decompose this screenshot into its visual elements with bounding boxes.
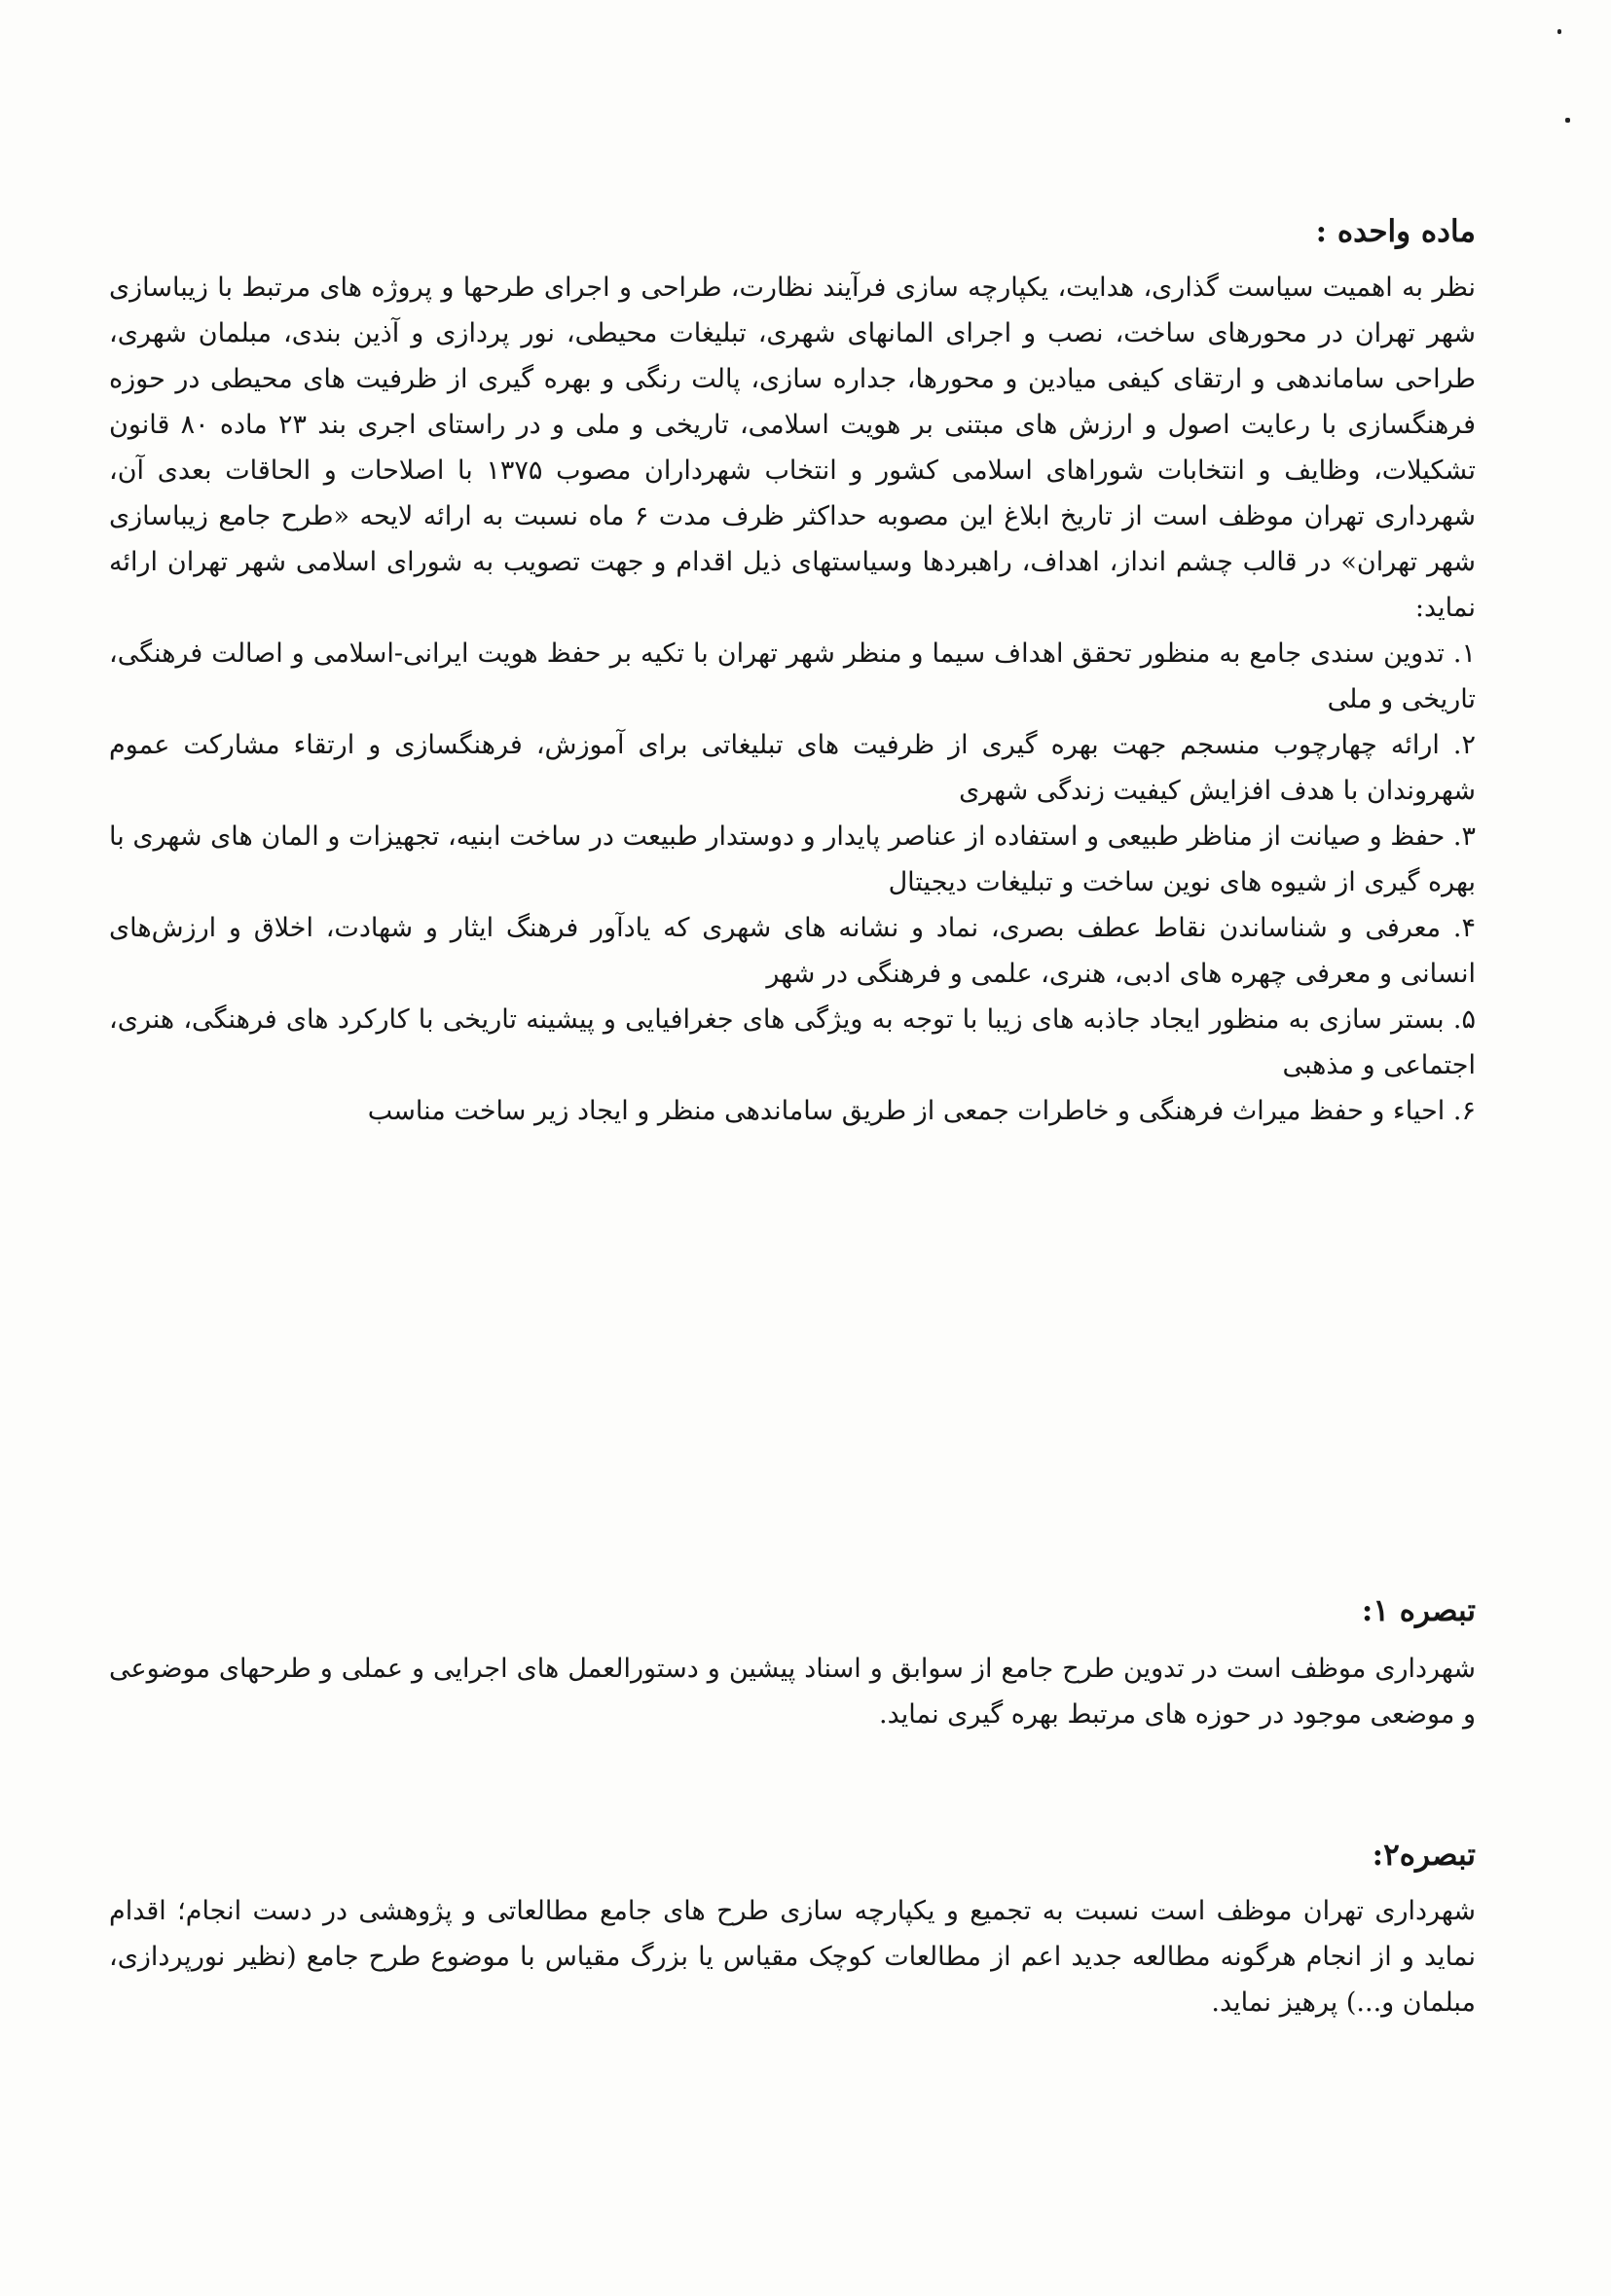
list-item-6: ۶. احیاء و حفظ میراث فرهنگی و خاطرات جمعی از طریق ساماندهی منظر و ایجاد زیر ساخت مناسب [367, 1096, 1476, 1126]
list-item-4: ۴. معرفی و شناساندن نقاط عطف بصری، نماد و نشانه های شهری که یادآور فرهنگ ایثار و شهادت، اخلاق و ارزش‌های انسانی و معرفی چهره های ادبی، هنری، علمی و فرهنگی در شهر [109, 913, 1476, 989]
single-article-heading: ماده واحده : [1315, 214, 1476, 249]
single-article-section [109, 210, 1476, 1134]
scan-speck [1565, 118, 1570, 123]
note-2-text: شهرداری تهران موظف است نسبت به تجمیع و یکپارچه سازی طرح های جامع مطالعاتی و پژوهشی در دست انجام؛ اقدام نماید و از انجام هرگونه مطالعه جدید اعم از مطالعات کوچک مقیاس یا بزرگ مقیاس با موضوع طرح جامع (نظیر نورپردازی، مبلمان و...) پرهیز نماید. [109, 1896, 1476, 2018]
list-item-3: ۳. حفظ و صیانت از مناظر طبیعی و استفاده از عناصر پایدار و دوستدار طبیعت در ساخت ابنیه، تجهیزات و المان های شهری با بهره گیری از شیوه های نوین ساخت و تبلیغات دیجیتال [109, 821, 1476, 897]
list-item-2: ۲. ارائه چهارچوب منسجم جهت بهره گیری از ظرفیت های تبلیغاتی برای آموزش، فرهنگسازی و ارتقاء مشارکت عموم شهروندان با هدف افزایش کیفیت زندگی شهری [109, 730, 1476, 806]
list-item-1: ۱. تدوین سندی جامع به منظور تحقق اهداف سیما و منظر شهر تهران با تکیه بر حفظ هویت ایرانی-اسلامی و اصالت فرهنگی، تاریخی و ملی [109, 638, 1476, 714]
list-item-5: ۵. بستر سازی به منظور ایجاد جاذبه های زیبا با توجه به ویژگی های جغرافیایی و پیشینه تاریخی با کارکرد های فرهنگی، هنری، اجتماعی و مذهبی [109, 1004, 1476, 1080]
note-2-section [109, 1834, 1476, 2025]
note-2-heading: تبصره۲: [1372, 1838, 1476, 1873]
note-1-section [109, 1589, 1476, 1737]
note-1-text: شهرداری موظف است در تدوین طرح جامع از سوابق و اسناد پیشین و دستورالعمل های اجرایی و عملی و طرحهای موضوعی و موضعی موجود در حوزه های مرتبط بهره گیری نماید. [109, 1654, 1476, 1730]
single-article-intro: نظر به اهمیت سیاست گذاری، هدایت، یکپارچه سازی فرآیند نظارت، طراحی و اجرای طرحها و پروژه های مرتبط با زیباسازی شهر تهران در محورهای ساخت، نصب و اجرای المانهای شهری، تبلیغات محیطی، نور پردازی و آذین بندی، مبلمان شهری، طراحی ساماندهی و ارتقای کیفی میادین و محورها، جداره سازی، پالت رنگی و بهره گیری از ظرفیت های محیطی در حوزه فرهنگسازی با رعایت اصول و ارزش های مبتنی بر هویت اسلامی، تاریخی و ملی و در راستای اجری بند ۲۳ ماده ۸۰ قانون تشکیلات، وظایف و انتخابات شوراهای اسلامی کشور و انتخاب شهرداران مصوب ۱۳۷۵ با اصلاحات و الحاقات بعدی آن، شهرداری تهران موظف است از تاریخ ابلاغ این مصوبه حداکثر ظرف مدت ۶ ماه نسبت به ارائه لایحه «طرح جامع زیباسازی شهر تهران» در قالب چشم انداز، اهداف، راهبردها وسیاستهای ذیل اقدام و جهت تصویب به شورای اسلامی شهر تهران ارائه نماید: [109, 273, 1476, 623]
note-1-heading: تبصره ۱: [1361, 1593, 1476, 1628]
scan-speck [1557, 29, 1561, 34]
